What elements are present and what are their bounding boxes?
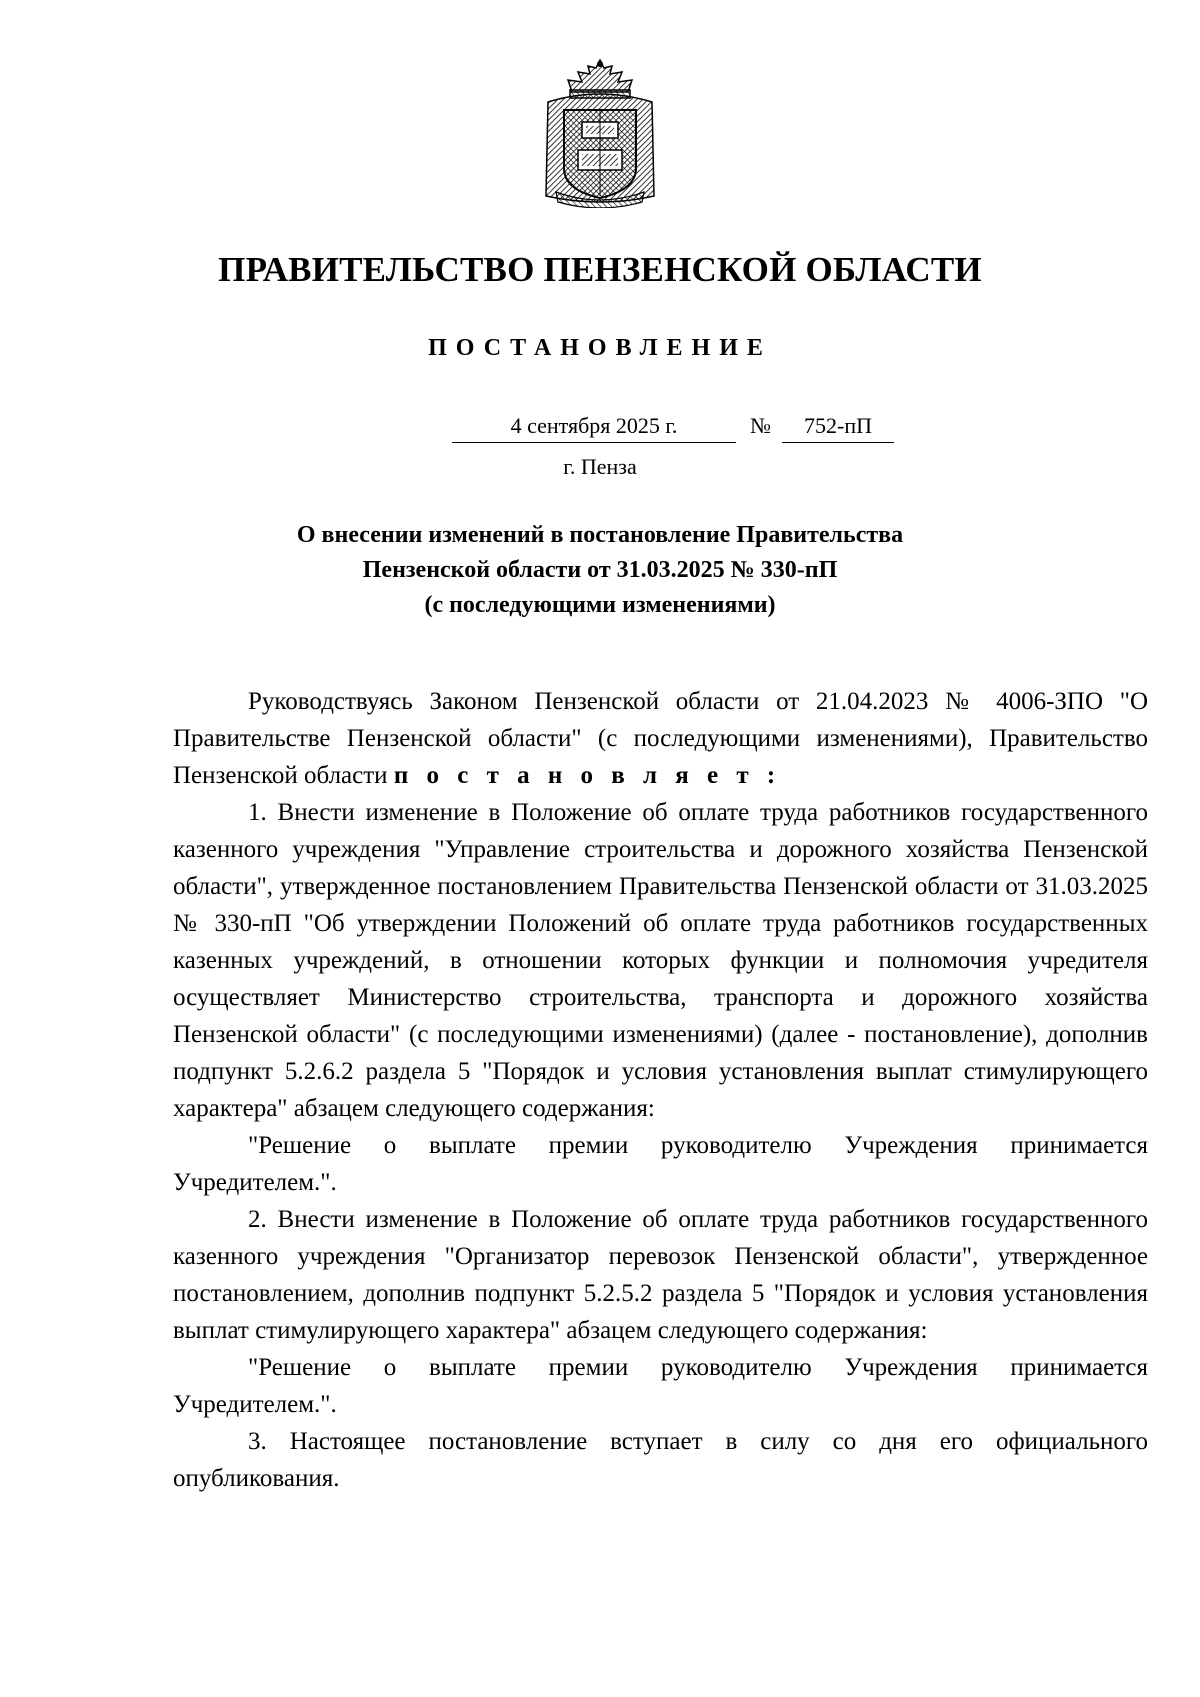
document-type-heading: ПОСТАНОВЛЕНИЕ	[428, 335, 772, 361]
item-2-paragraph: 2. Внести изменение в Положение об оплате труда работников государственного казенного учреждения "Организатор перевозок Пензенской области", утвержденное постановлением, дополнив подпункт 5.2.5.2 раздела 5 "Порядок и условия установления выплат стимулирующего характера" абзацем следующего содержания:	[173, 1206, 1148, 1344]
subject-line-3: (с последующими изменениями)	[424, 592, 776, 618]
preamble-paragraph	[173, 683, 1148, 794]
organization-title: ПРАВИТЕЛЬСТВО ПЕНЗЕНСКОЙ ОБЛАСТИ	[218, 250, 982, 289]
item-2-quote-paragraph: "Решение о выплате премии руководителю Учреждения принимается Учредителем.".	[173, 1354, 1148, 1418]
subject-line-1: О внесении изменений в постановление Правительства	[296, 522, 904, 548]
item-3-paragraph: 3. Настоящее постановление вступает в силу со дня его официального опубликования.	[173, 1428, 1148, 1492]
subject-line-2: Пензенской области от 31.03.2025 № 330-пП	[362, 557, 838, 583]
date-number-line	[452, 410, 892, 442]
document-body	[173, 683, 1148, 1497]
preamble-text: Руководствуясь Законом Пензенской области от 21.04.2023 № 4006-ЗПО "О Правительстве Пензенской области" (с последующими изменениями), Правительство Пензенской области	[173, 688, 1148, 789]
city-name: г. Пенза	[563, 454, 637, 479]
resolves-word: п о с т а н о в л я е т :	[393, 762, 782, 789]
document-date: 4 сентября 2025 г.	[452, 410, 736, 443]
document-number: 752-пП	[782, 410, 894, 443]
item-1-paragraph: 1. Внести изменение в Положение об оплате труда работников государственного казенного учреждения "Управление строительства и дорожного хозяйства Пензенской области", утвержденное постановлением Правительства Пензенской области от 31.03.2025 № 330-пП "Об утверждении Положений об оплате труда работников государственных казенных учреждений, в отношении которых функции и полномочия учредителя осуществляет Министерство строительства, транспорта и дорожного хозяйства Пензенской области" (с последующими изменениями) (далее - постановление), дополнив подпункт 5.2.6.2 раздела 5 "Порядок и условия установления выплат стимулирующего характера" абзацем следующего содержания:	[173, 799, 1148, 1122]
item-1-quote-paragraph: "Решение о выплате премии руководителю Учреждения принимается Учредителем.".	[173, 1132, 1148, 1196]
number-sign: №	[750, 413, 771, 438]
coat-of-arms-emblem-icon	[542, 58, 658, 208]
document-subject	[0, 518, 1200, 623]
